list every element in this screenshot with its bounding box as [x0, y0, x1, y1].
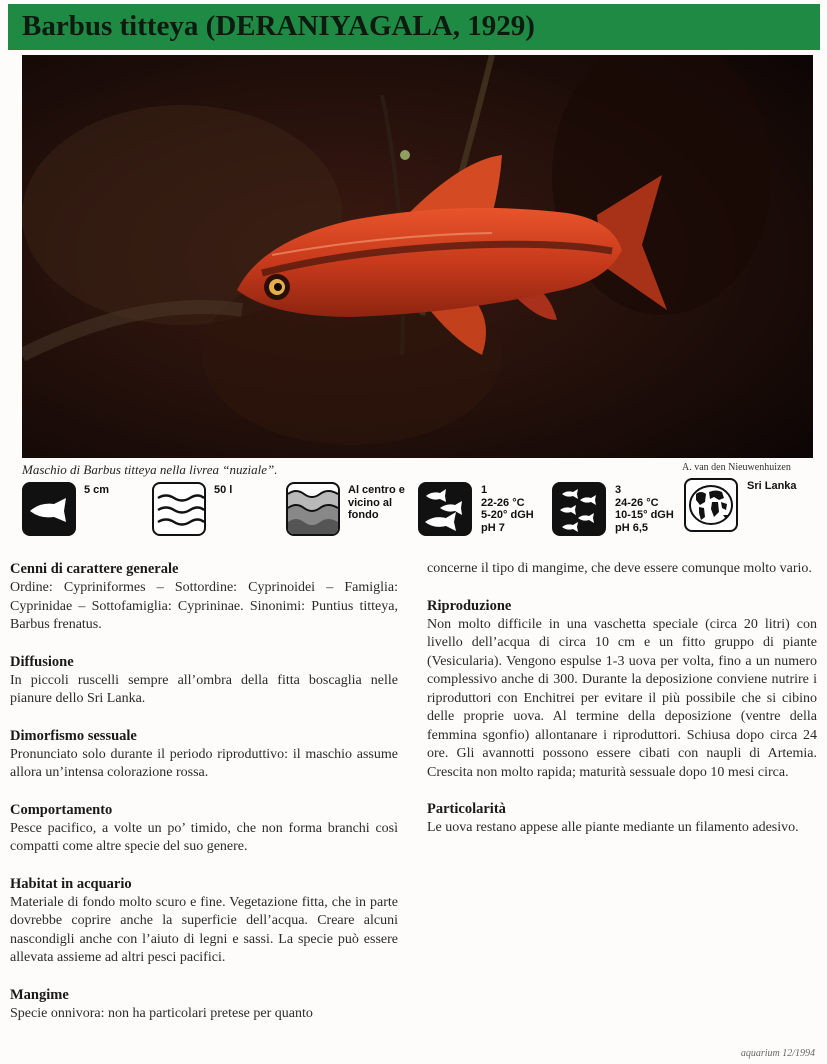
footer-issue: aquarium 12/1994	[740, 1048, 815, 1059]
origin-label: Sri Lanka	[747, 480, 797, 492]
fish-school-icon	[552, 482, 606, 536]
page-title: Barbus titteya (DERANIYAGALA, 1929)	[22, 10, 535, 42]
water-params-1: 1 22-26 °C 5-20° dGH pH 7	[481, 484, 534, 534]
tank-volume-icon	[152, 482, 206, 536]
section-diffusione	[10, 653, 398, 709]
swimming-zone-icon	[286, 482, 340, 536]
section-title: Dimorfismo sessuale	[10, 727, 137, 744]
title-bar	[8, 4, 820, 50]
section-title: Mangime	[10, 986, 69, 1003]
photo-credit: A. van den Nieuwenhuizen	[682, 462, 791, 473]
section-mangime-continued	[427, 560, 817, 579]
section-text: In piccoli ruscelli sempre all’ombra della fitta boscaglia nelle pianure dello Sri Lanka.	[10, 672, 398, 706]
section-text: Non molto difficile in una vaschetta speciale (circa 20 litri) con livello dell’acqua di circa 10 cm e un fitto gruppo di piante (Vesicularia). Vengono espulse 1-3 uova per volta, fino a un numero complessivo anche di 300. Durante la deposizione conviene nutrire i riproduttori con Enchitrei per evitare il più possibile che si cibino delle proprie uova. Al termine della deposizione (ventre della femmina sgonfio) allontanare i riproduttori. Schiusa dopo circa 24 ore. Gli avannotti possono essere cibati con naupli di Artemia. Crescita non molto rapida; maturità sessuale dopo 10 mesi circa.	[427, 616, 817, 780]
size-label: 5 cm	[84, 484, 110, 496]
section-particolarita	[427, 800, 817, 838]
zone-label: Al centro e vicino al fondo	[348, 484, 405, 521]
section-title: Particolarità	[427, 801, 506, 817]
photo-caption: Maschio di Barbus titteya nella livrea “nuziale”.	[22, 462, 278, 477]
section-title: Comportamento	[10, 801, 113, 818]
fish-group-icon	[418, 482, 472, 536]
section-riproduzione	[427, 597, 817, 783]
section-title: Habitat in acquario	[10, 875, 132, 892]
section-habitat	[10, 875, 398, 968]
right-column	[427, 560, 817, 856]
section-title: Diffusione	[10, 653, 74, 670]
left-column	[10, 560, 398, 1041]
volume-label: 50 l	[214, 484, 233, 496]
section-text: Ordine: Cypriniformes – Sottordine: Cyprinoidei – Famiglia: Cyprinidae – Sottofamiglia: Cyprininae. Sinonimi: Puntius titteya, Barbus frenatus.	[10, 580, 398, 632]
section-text: Pronunciato solo durante il periodo riproduttivo: il maschio assume allora un’intensa colorazione rossa.	[10, 746, 398, 780]
fish-photo	[22, 55, 813, 458]
section-title: Cenni di carattere generale	[10, 561, 179, 577]
world-map-icon	[684, 478, 738, 532]
fish-size-icon	[22, 482, 76, 536]
section-text: Materiale di fondo molto scuro e fine. Vegetazione fitta, che in parte dovrebbe coprire anche la superficie dell’acqua. Creare alcuni nascondigli anche con l’aiuto di legni e sassi. La specie può essere allevata assieme ad altri pesci pacifici.	[10, 894, 398, 965]
section-text: Pesce pacifico, a volte un po’ timido, che non forma branchi così compatti come altre specie del suo genere.	[10, 820, 398, 854]
section-text: Le uova restano appese alle piante mediante un filamento adesivo.	[427, 820, 799, 835]
section-comportamento	[10, 801, 398, 857]
section-mangime	[10, 986, 398, 1024]
section-dimorfismo	[10, 727, 398, 783]
section-cenni	[10, 560, 398, 635]
water-params-2: 3 24-26 °C 10-15° dGH pH 6,5	[615, 484, 674, 534]
section-title: Riproduzione	[427, 597, 512, 614]
section-text: Specie onnivora: non ha particolari pretese per quanto	[10, 1005, 313, 1021]
section-text: concerne il tipo di mangime, che deve essere comunque molto vario.	[427, 561, 812, 576]
